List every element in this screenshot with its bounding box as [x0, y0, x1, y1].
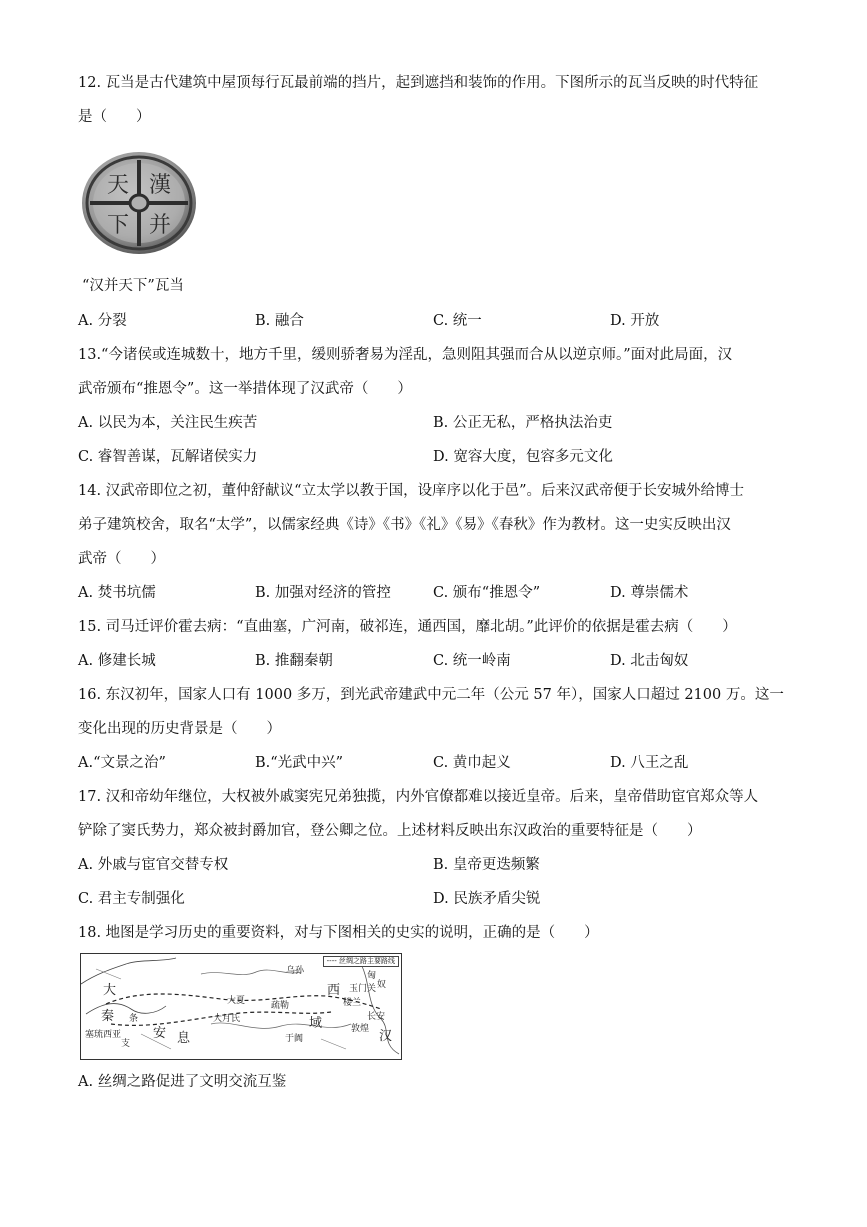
q16-option-a[interactable]: A.“文景之治”	[78, 755, 166, 771]
q13-option-c[interactable]: C. 睿智善谋，瓦解诸侯实力	[78, 449, 258, 465]
q17-stem-line2: 铲除了窦氏势力，郑众被封爵加官，登公卿之位。上述材料反映出东汉政治的重要特征是（ ）	[78, 823, 702, 839]
map-label-dunhuang: 敦煌	[351, 1024, 370, 1034]
map-label-xiong: 匈	[367, 971, 377, 981]
q13-option-a[interactable]: A. 以民为本，关注民生疾苦	[78, 415, 258, 431]
tile-char-tian: 天	[106, 173, 130, 198]
q14-option-b[interactable]: B. 加强对经济的管控	[255, 585, 391, 601]
q15-stem-line1: 15. 司马迁评价霍去病：“直曲塞，广河南，破祁连，通西国，靡北胡。”此评价的依据是霍去病（ ）	[78, 619, 737, 635]
q15-option-b[interactable]: B. 推翻秦朝	[255, 653, 333, 669]
q12-image-caption: “汉并天下”瓦当	[82, 278, 184, 294]
q16-option-b[interactable]: B.“光武中兴”	[255, 755, 344, 771]
map-label-yu: 域	[309, 1016, 323, 1031]
q16-option-c[interactable]: C. 黄巾起义	[433, 755, 511, 771]
q16-stem-line2: 变化出现的历史背景是（ ）	[78, 721, 281, 737]
q17-stem-line1: 17. 汉和帝幼年继位，大权被外戚窦宪兄弟独揽，内外官僚都难以接近皇帝。后来，皇帝借助宦官郑众等人	[78, 789, 759, 805]
q15-option-d[interactable]: D. 北击匈奴	[610, 653, 689, 669]
map-label-xi: 西	[327, 983, 341, 998]
map-label-nu: 奴	[377, 980, 387, 990]
silk-road-map	[80, 953, 402, 1060]
q13-option-d[interactable]: D. 宽容大度，包容多元文化	[433, 449, 613, 465]
q15-option-a[interactable]: A. 修建长城	[78, 653, 156, 669]
q16-stem-line1: 16. 东汉初年，国家人口有 1000 多万，到光武帝建武中元二年（公元 57 年），国家人口超过 2100 万。这一	[78, 687, 784, 703]
tile-char-han: 漢	[148, 173, 172, 198]
map-label-loulan: 楼兰	[343, 998, 362, 1008]
tile-char-xia: 下	[106, 213, 130, 238]
q18-stem-line1: 18. 地图是学习历史的重要资料，对与下图相关的史实的说明，正确的是（ ）	[78, 925, 599, 941]
q12-stem-line1: 12. 瓦当是古代建筑中屋顶每行瓦最前端的挡片，起到遮挡和装饰的作用。下图所示的瓦当反映的时代特征	[78, 75, 759, 91]
q14-option-a[interactable]: A. 焚书坑儒	[78, 585, 156, 601]
q13-option-b[interactable]: B. 公正无私，严格执法治吏	[433, 415, 613, 431]
map-label-xi2: 息	[177, 1031, 191, 1046]
han-tile-eaves-image	[80, 150, 198, 256]
q12-stem-line2: 是（ ）	[78, 109, 151, 125]
map-label-han: 汉	[379, 1029, 393, 1044]
map-label-qin: 秦	[101, 1009, 115, 1024]
map-label-changan: 长安	[367, 1012, 386, 1022]
q14-stem-line2: 弟子建筑校舍，取名“太学”，以儒家经典《诗》《书》《礼》《易》《春秋》作为教材。这一史实反映出汉	[78, 517, 731, 533]
map-label-yumenguan: 玉门关	[349, 984, 377, 994]
q12-option-c[interactable]: C. 统一	[433, 313, 482, 329]
q14-stem-line1: 14. 汉武帝即位之初，董仲舒献议“立太学以教于国，设庠序以化于邑”。后来汉武帝便于长安城外给博士	[78, 483, 744, 499]
map-label-zhi: 支	[121, 1039, 131, 1049]
map-label-an: 安	[153, 1026, 167, 1041]
q12-option-d[interactable]: D. 开放	[610, 313, 660, 329]
q18-option-a[interactable]: A. 丝绸之路促进了文明交流互鉴	[78, 1074, 287, 1090]
q17-option-d[interactable]: D. 民族矛盾尖锐	[433, 891, 541, 907]
q13-stem-line2: 武帝颁布“推恩令”。这一举措体现了汉武帝（ ）	[78, 381, 412, 397]
q14-stem-line3: 武帝（ ）	[78, 551, 165, 567]
map-label-shule: 疏勒	[271, 1001, 290, 1011]
tile-char-bing: 并	[148, 213, 172, 238]
map-legend: ---- 丝绸之路主要路线	[323, 956, 399, 967]
q15-option-c[interactable]: C. 统一岭南	[433, 653, 511, 669]
map-label-daxia: 大夏	[227, 996, 246, 1006]
map-label-tiao: 条	[129, 1014, 139, 1024]
q14-option-c[interactable]: C. 颁布“推恩令”	[433, 585, 541, 601]
q12-option-b[interactable]: B. 融合	[255, 313, 304, 329]
map-label-dayuezhi: 大月氏	[213, 1014, 241, 1024]
map-label-seleucia: 塞琉西亚	[85, 1030, 122, 1040]
q16-option-d[interactable]: D. 八王之乱	[610, 755, 689, 771]
q14-option-d[interactable]: D. 尊崇儒术	[610, 585, 689, 601]
map-label-yutian: 于阗	[285, 1034, 304, 1044]
q17-option-c[interactable]: C. 君主专制强化	[78, 891, 185, 907]
map-label-wusun: 乌孙	[286, 966, 305, 976]
q17-option-a[interactable]: A. 外戚与宦官交替专权	[78, 857, 229, 873]
q13-stem-line1: 13.“今诸侯或连城数十，地方千里，缓则骄奢易为淫乱，急则阻其强而合从以逆京师。”面对此局面，汉	[78, 347, 733, 363]
map-label-da: 大	[103, 983, 117, 998]
q17-option-b[interactable]: B. 皇帝更迭频繁	[433, 857, 540, 873]
q12-option-a[interactable]: A. 分裂	[78, 313, 127, 329]
